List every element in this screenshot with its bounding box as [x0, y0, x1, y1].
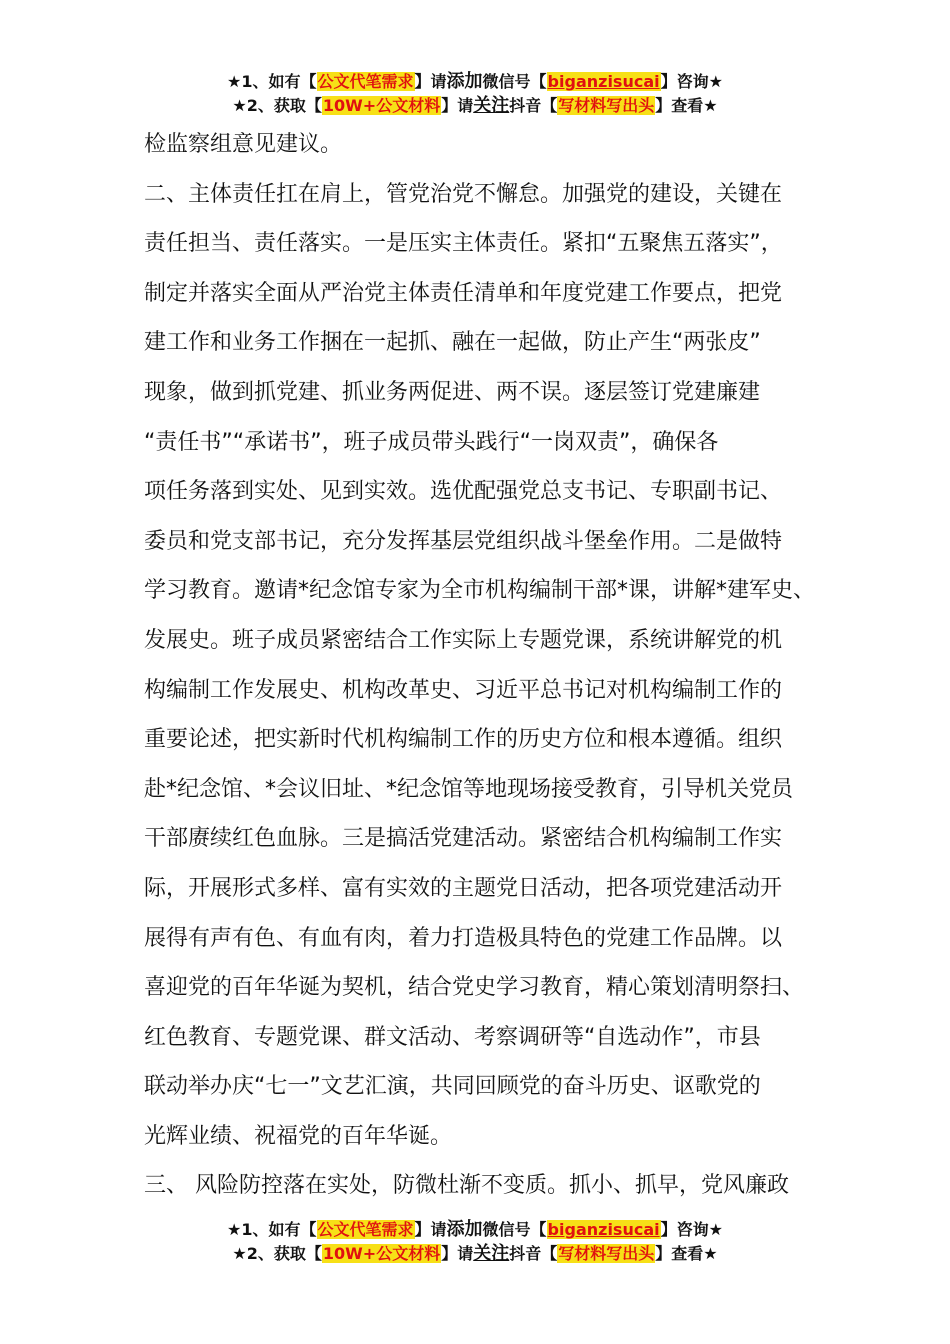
ad-banner-bottom-line2 [0, 1242, 950, 1266]
body-line: 构编制工作发展史、机构改革史、习近平总书记对机构编制工作的 [144, 677, 783, 703]
body-line: “责任书”“承诺书”，班子成员带头践行“一岗双责”，确保各 [144, 429, 719, 455]
body-line: 制定并落实全面从严治党主体责任清单和年度党建工作要点，把党 [144, 280, 783, 306]
ad-highlight: 10W+公文材料 [322, 96, 441, 115]
body-line: 责任担当、责任落实。一是压实主体责任。紧扣“五聚焦五落实”， [144, 231, 783, 257]
body-line: 红色教育、专题党课、群文活动、考察调研等“自选动作”，市县 [144, 1024, 761, 1050]
ad-text: ★2、获取【 [232, 96, 322, 115]
ad-text: 】查看★ [655, 1244, 718, 1263]
ad-text: 】请 [414, 1220, 447, 1239]
ad-emphasis: 添加 [446, 71, 483, 92]
ad-emphasis: 关注 [473, 95, 510, 116]
ad-highlight: 公文代笔需求 [317, 72, 414, 91]
body-line: 检监察组意见建议。 [144, 132, 343, 157]
ad-banner-bottom-line1 [0, 1218, 950, 1242]
ad-emphasis: 关注 [473, 1243, 510, 1264]
ad-text: 】请 [441, 1244, 474, 1263]
ad-text: ★1、如有【 [227, 72, 317, 91]
body-line: 联动举办庆“七一”文艺汇演，共同回顾党的奋斗历史、讴歌党的 [144, 1074, 761, 1100]
ad-text: 抖音【 [509, 96, 558, 115]
ad-text: 】请 [441, 96, 474, 115]
ad-highlight: 公文代笔需求 [317, 1220, 414, 1239]
body-line: 委员和党支部书记，充分发挥基层党组织战斗堡垒作用。二是做特 [144, 528, 783, 554]
ad-text: 】查看★ [655, 96, 718, 115]
body-line: 喜迎党的百年华诞为契机，结合党史学习教育，精心策划清明祭扫、 [144, 975, 805, 1001]
ad-text: 】咨询★ [660, 1220, 723, 1239]
body-line: 二、主体责任扛在肩上，管党治党不懈怠。加强党的建设，关键在 [144, 181, 783, 207]
body-line: 项任务落到实处、见到实效。选优配强党总支书记、专职副书记、 [144, 479, 783, 505]
ad-banner-top-line1 [0, 70, 950, 94]
ad-highlight: 10W+公文材料 [322, 1244, 441, 1263]
ad-wechat-id: biganzisucai [547, 72, 660, 91]
ad-text: 微信号【 [482, 72, 547, 91]
ad-wechat-id: biganzisucai [547, 1220, 660, 1239]
ad-text: 】咨询★ [660, 72, 723, 91]
ad-douyin-account: 写材料写出头 [558, 1244, 655, 1263]
body-line: 现象，做到抓党建、抓业务两促进、两不误。逐层签订党建廉建 [144, 379, 761, 405]
ad-text: 抖音【 [509, 1244, 558, 1263]
body-line: 学习教育。邀请*纪念馆专家为全市机构编制干部*课，讲解*建军史、 [144, 578, 816, 604]
body-line: 赴*纪念馆、*会议旧址、*纪念馆等地现场接受教育，引导机关党员 [144, 776, 794, 802]
body-line: 光辉业绩、祝福党的百年华诞。 [144, 1123, 453, 1149]
body-line: 三、 风险防控落在实处，防微杜渐不变质。抓小、抓早，党风廉政 [144, 1173, 789, 1199]
ad-douyin-account: 写材料写出头 [558, 96, 655, 115]
body-line: 干部赓续红色血脉。三是搞活党建活动。紧密结合机构编制工作实 [144, 826, 783, 852]
ad-banner-top-line2 [0, 94, 950, 118]
body-line: 建工作和业务工作捆在一起抓、融在一起做，防止产生“两张皮” [144, 330, 761, 356]
ad-text: 微信号【 [482, 1220, 547, 1239]
body-line: 际，开展形式多样、富有实效的主题党日活动，把各项党建活动开 [144, 875, 783, 901]
ad-emphasis: 添加 [446, 1219, 483, 1240]
document-body [144, 120, 834, 1211]
body-line: 发展史。班子成员紧密结合工作实际上专题党课，系统讲解党的机 [144, 627, 783, 653]
ad-text: ★1、如有【 [227, 1220, 317, 1239]
ad-text: ★2、获取【 [232, 1244, 322, 1263]
body-line: 重要论述，把实新时代机构编制工作的历史方位和根本遵循。组织 [144, 727, 783, 753]
ad-text: 】请 [414, 72, 447, 91]
body-line: 展得有声有色、有血有肉，着力打造极具特色的党建工作品牌。以 [144, 925, 783, 951]
